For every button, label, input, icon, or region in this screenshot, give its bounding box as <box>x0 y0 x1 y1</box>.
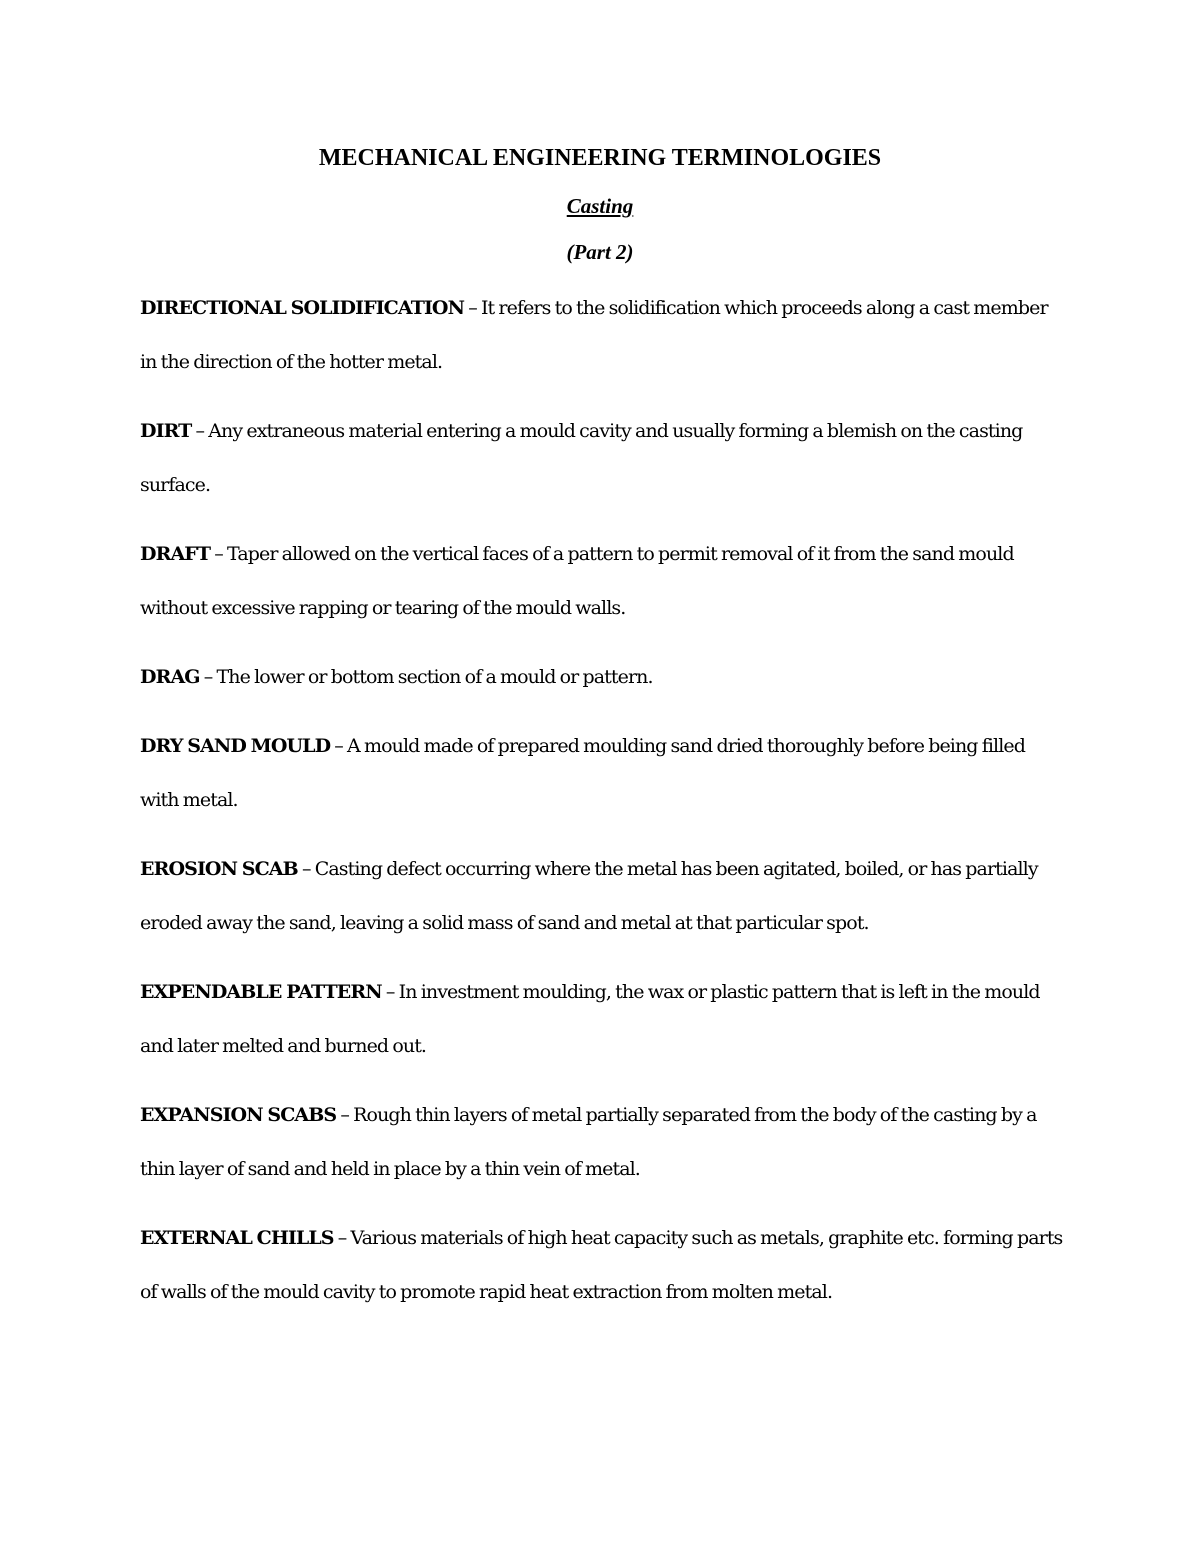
term-definition: – It refers to the solidification which proceeds along a cast member in the direction of the hotter metal. <box>140 297 1048 373</box>
term-name: DRAG <box>140 666 200 688</box>
term-definition: – In investment moulding, the wax or plastic pattern that is left in the mould and later melted and burned out. <box>140 981 1040 1057</box>
term-definition: – Casting defect occurring where the metal has been agitated, boiled, or has partially eroded away the sand, leaving a solid mass of sand and metal at that particular spot. <box>140 858 1038 934</box>
part-label: (Part 2) <box>566 240 634 264</box>
term-definition: – Rough thin layers of metal partially separated from the body of the casting by a thin layer of sand and held in place by a thin vein of metal. <box>140 1104 1037 1180</box>
term-name: EXPANSION SCABS <box>140 1104 337 1126</box>
term-entry <box>140 404 1065 512</box>
term-entry <box>140 281 1065 389</box>
term-name: DRAFT <box>140 543 211 565</box>
term-name: DRY SAND MOULD <box>140 735 331 757</box>
term-definition: – Various materials of high heat capacity such as metals, graphite etc. forming parts of walls of the mould cavity to promote rapid heat extraction from molten metal. <box>140 1227 1063 1303</box>
term-definition: – Any extraneous material entering a mould cavity and usually forming a blemish on the casting surface. <box>140 420 1023 496</box>
term-entry <box>140 1088 1065 1196</box>
term-definition: – Taper allowed on the vertical faces of a pattern to permit removal of it from the sand mould without excessive rapping or tearing of the mould walls. <box>140 543 1014 619</box>
terms-list <box>140 281 1065 1334</box>
term-definition: – The lower or bottom section of a mould or pattern. <box>199 666 653 688</box>
term-definition: – A mould made of prepared moulding sand dried thoroughly before being filled with metal. <box>140 735 1025 811</box>
term-name: EXTERNAL CHILLS <box>140 1227 334 1249</box>
term-entry <box>140 650 1065 704</box>
term-name: DIRECTIONAL SOLIDIFICATION <box>140 297 465 319</box>
term-entry <box>140 527 1065 635</box>
section-subtitle: Casting <box>566 194 634 218</box>
page-title: MECHANICAL ENGINEERING TERMINOLOGIES <box>318 145 882 171</box>
term-entry <box>140 965 1065 1073</box>
term-name: DIRT <box>140 420 192 442</box>
term-entry <box>140 842 1065 950</box>
term-entry <box>140 1211 1065 1319</box>
term-entry <box>140 719 1065 827</box>
term-name: EXPENDABLE PATTERN <box>140 981 382 1003</box>
term-name: EROSION SCAB <box>140 858 298 880</box>
